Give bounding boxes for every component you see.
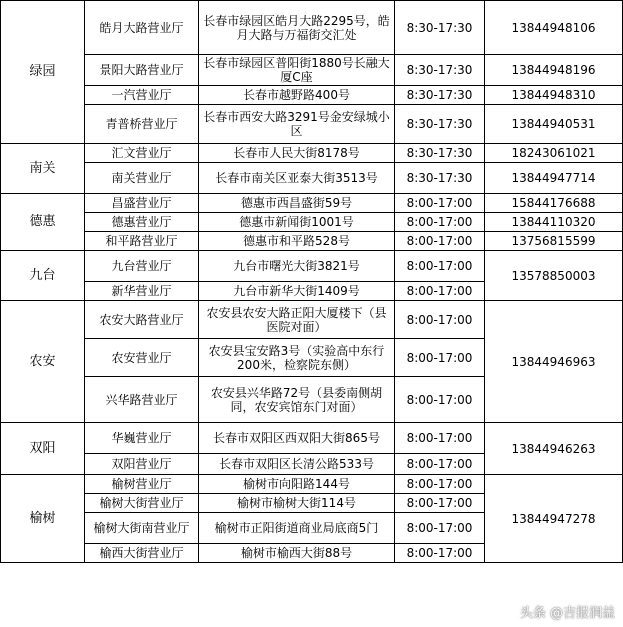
hours-cell: 8:00-17:00 [395, 377, 485, 423]
hall-name-cell: 九台营业厅 [85, 251, 199, 282]
address-cell: 榆树市榆西大街88号 [199, 544, 395, 563]
phone-cell: 13844946263 [485, 423, 623, 475]
phone-cell: 13844947714 [485, 163, 623, 194]
phone-cell: 13578850003 [485, 251, 623, 301]
address-cell: 榆树市榆树大街114号 [199, 494, 395, 513]
table-row [1, 163, 623, 194]
address-cell: 农安县兴华路72号（县委南侧胡同，农安宾馆东门对面） [199, 377, 395, 423]
hours-cell: 8:00-17:00 [395, 454, 485, 475]
table-row [1, 213, 623, 232]
district-cell: 南关 [1, 144, 85, 194]
hours-cell: 8:30-17:30 [395, 144, 485, 163]
table-row [1, 232, 623, 251]
hall-name-cell: 新华营业厅 [85, 282, 199, 301]
table-row [1, 475, 623, 494]
address-cell: 农安县宝安路3号（实验高中东行200米，检察院东侧） [199, 339, 395, 377]
address-cell: 长春市双阳区西双阳大街865号 [199, 423, 395, 454]
hours-cell: 8:00-17:00 [395, 339, 485, 377]
hours-cell: 8:00-17:00 [395, 282, 485, 301]
address-cell: 长春市绿园区皓月大路2295号，皓月大路与万福街交汇处 [199, 1, 395, 55]
hall-name-cell: 农安营业厅 [85, 339, 199, 377]
hall-name-cell: 昌盛营业厅 [85, 194, 199, 213]
hours-cell: 8:00-17:00 [395, 213, 485, 232]
address-cell: 德惠市新闻街1001号 [199, 213, 395, 232]
address-cell: 九台市新华大街1409号 [199, 282, 395, 301]
hall-name-cell: 汇文营业厅 [85, 144, 199, 163]
phone-cell: 18243061021 [485, 144, 623, 163]
address-cell: 德惠市西昌盛街59号 [199, 194, 395, 213]
address-cell: 长春市人民大街8178号 [199, 144, 395, 163]
phone-cell: 13844110320 [485, 213, 623, 232]
district-cell: 德惠 [1, 194, 85, 251]
address-cell: 德惠市和平路528号 [199, 232, 395, 251]
address-cell: 长春市西安大路3291号金安绿城小区 [199, 105, 395, 144]
hours-cell: 8:00-17:00 [395, 251, 485, 282]
phone-cell: 13844948310 [485, 86, 623, 105]
table-row [1, 301, 623, 339]
phone-cell: 13844947278 [485, 475, 623, 563]
hours-cell: 8:00-17:00 [395, 494, 485, 513]
address-cell: 长春市南关区亚泰大街3513号 [199, 163, 395, 194]
hall-name-cell: 一汽营业厅 [85, 86, 199, 105]
phone-cell: 13844948196 [485, 55, 623, 86]
phone-cell: 13844948106 [485, 1, 623, 55]
hall-name-cell: 和平路营业厅 [85, 232, 199, 251]
hall-name-cell: 榆树大街营业厅 [85, 494, 199, 513]
address-cell: 长春市绿园区普阳街1880号长融大厦C座 [199, 55, 395, 86]
hall-name-cell: 农安大路营业厅 [85, 301, 199, 339]
phone-cell: 13844946963 [485, 301, 623, 423]
hall-name-cell: 青普桥营业厅 [85, 105, 199, 144]
district-cell: 双阳 [1, 423, 85, 475]
hours-cell: 8:00-17:00 [395, 423, 485, 454]
hall-name-cell: 双阳营业厅 [85, 454, 199, 475]
phone-cell: 13756815599 [485, 232, 623, 251]
table-row [1, 144, 623, 163]
hours-cell: 8:00-17:00 [395, 232, 485, 251]
address-cell: 农安县农安大路正阳大厦楼下（县医院对面） [199, 301, 395, 339]
hours-cell: 8:00-17:00 [395, 194, 485, 213]
district-cell: 农安 [1, 301, 85, 423]
hours-cell: 8:30-17:30 [395, 86, 485, 105]
hours-cell: 8:30-17:30 [395, 105, 485, 144]
address-cell: 榆树市正阳街道商业局底商5门 [199, 513, 395, 544]
hall-name-cell: 兴华路营业厅 [85, 377, 199, 423]
district-cell: 九台 [1, 251, 85, 301]
table-row [1, 55, 623, 86]
table-row [1, 86, 623, 105]
hours-cell: 8:00-17:00 [395, 513, 485, 544]
phone-cell: 13844940531 [485, 105, 623, 144]
table-row [1, 251, 623, 282]
table-row [1, 105, 623, 144]
district-cell: 绿园 [1, 1, 85, 144]
hours-cell: 8:30-17:30 [395, 55, 485, 86]
address-cell: 榆树市向阳路144号 [199, 475, 395, 494]
hall-name-cell: 榆树大街南营业厅 [85, 513, 199, 544]
hall-name-cell: 南关营业厅 [85, 163, 199, 194]
hall-name-cell: 榆树营业厅 [85, 475, 199, 494]
table-row [1, 194, 623, 213]
hall-name-cell: 华巍营业厅 [85, 423, 199, 454]
address-cell: 长春市双阳区长清公路533号 [199, 454, 395, 475]
watermark-text: 头条 @吉报润益 [519, 606, 615, 621]
address-cell: 九台市曙光大街3821号 [199, 251, 395, 282]
hours-cell: 8:00-17:00 [395, 544, 485, 563]
hall-name-cell: 德惠营业厅 [85, 213, 199, 232]
watermark [520, 602, 615, 621]
hours-cell: 8:00-17:00 [395, 475, 485, 494]
hall-name-cell: 皓月大路营业厅 [85, 1, 199, 55]
phone-cell: 15844176688 [485, 194, 623, 213]
table-row [1, 1, 623, 55]
hours-cell: 8:30-17:30 [395, 163, 485, 194]
table-body [1, 1, 623, 563]
table-row [1, 423, 623, 454]
hours-cell: 8:30-17:30 [395, 1, 485, 55]
address-cell: 长春市越野路400号 [199, 86, 395, 105]
district-cell: 榆树 [1, 475, 85, 563]
hall-name-cell: 榆西大街营业厅 [85, 544, 199, 563]
hall-name-cell: 景阳大路营业厅 [85, 55, 199, 86]
hours-cell: 8:00-17:00 [395, 301, 485, 339]
